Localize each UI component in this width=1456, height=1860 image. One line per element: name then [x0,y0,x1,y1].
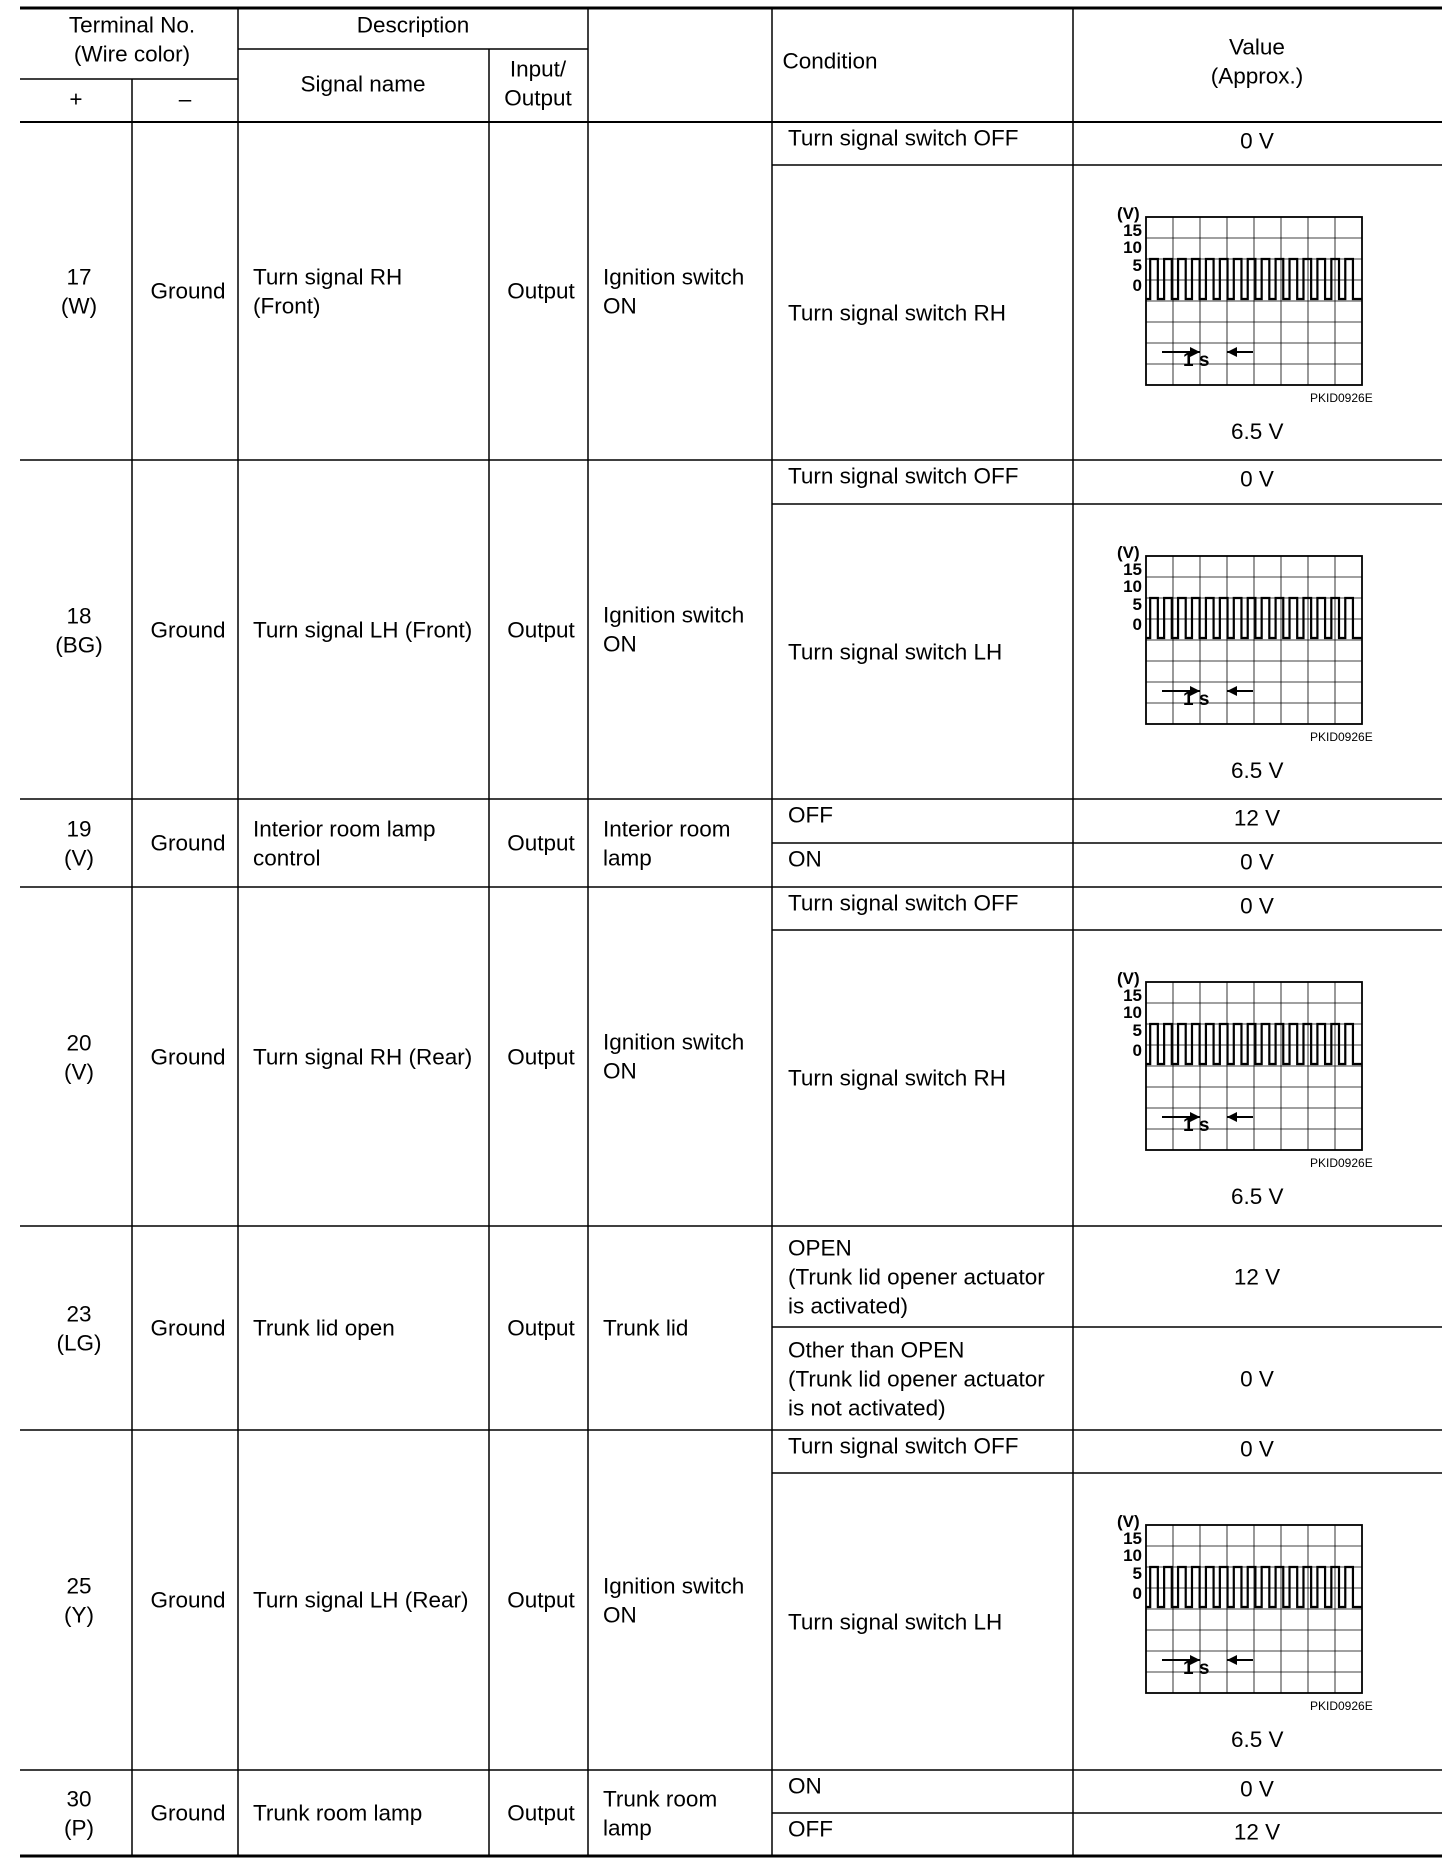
signal-name: Turn signal LH (Front) [253,617,473,642]
figure-code: PKID0926E [1310,730,1373,744]
signal-name: Turn signal LH (Rear) [253,1587,469,1613]
header-terminal: Terminal No. [68,12,196,38]
condition-text: Turn signal switch LH [788,639,1003,664]
wire-color: (V) [64,1059,94,1084]
scope-tick-label: 10 [1123,238,1142,257]
scope-tick-label: 15 [1123,1529,1142,1548]
main-condition: Ignition switch [603,264,745,289]
scope-tick-label: 10 [1123,1003,1142,1022]
condition-text: ON [788,1773,822,1798]
terminal-number: 20 [66,1030,92,1055]
condition-text: Turn signal switch LH [788,1609,1003,1634]
time-span-label: 1 s [1183,689,1210,710]
wire-color: (Y) [64,1602,94,1628]
span-arrow-head [1227,1655,1237,1665]
span-arrow-head [1227,347,1237,357]
main-condition: ON [603,1058,637,1084]
scope-tick-label: 5 [1132,595,1142,614]
terminal-number: 30 [66,1786,92,1812]
waveform-graph [1110,204,1400,444]
value-text: 0 V [1240,849,1274,875]
signal-name: Trunk room lamp [253,1800,423,1826]
signal-name: control [253,845,321,870]
main-condition: ON [603,1602,637,1627]
condition-text: (Trunk lid opener actuator [788,1264,1045,1289]
value-text: 0 V [1240,1366,1274,1391]
scope-unit-label: (V) [1117,969,1140,988]
scope-tick-label: 0 [1132,1041,1142,1060]
value-text: 12 V [1233,1819,1281,1844]
figure-code: PKID0926E [1310,1156,1373,1170]
condition-text: OPEN [788,1235,852,1260]
condition-text: Turn signal switch RH [788,1065,1006,1091]
waveform-graph [1110,1512,1400,1752]
condition-text: OFF [788,802,833,828]
time-span-label: 1 s [1183,1115,1210,1136]
scope-unit-label: (V) [1117,1512,1140,1531]
ground-label: Ground [150,1044,226,1069]
condition-text: Turn signal switch OFF [788,1433,1019,1458]
ground-label: Ground [150,1315,226,1341]
span-arrow-head [1227,1112,1237,1122]
scope-tick-label: 0 [1132,276,1142,295]
scope-tick-label: 10 [1123,577,1142,596]
input-output: Output [507,830,575,856]
terminal-number: 17 [66,264,92,290]
condition-text: Turn signal switch OFF [788,890,1019,915]
scope-tick-label: 0 [1132,1584,1142,1603]
value-text: 0 V [1240,1776,1274,1801]
scope-unit-label: (V) [1117,204,1140,223]
oscilloscope-plot [1110,1513,1400,1713]
header-description: Description [356,12,470,38]
scope-tick-label: 0 [1132,615,1142,634]
time-span-label: 1 s [1183,1658,1210,1679]
span-arrow-head [1227,686,1237,696]
scope-tick-label: 10 [1123,1546,1142,1565]
waveform-value: 6.5 V [1231,758,1284,783]
terminal-number: 18 [66,603,92,628]
signal-name: Turn signal RH (Rear) [253,1044,473,1069]
scope-tick-label: 15 [1123,221,1142,240]
terminal-number: 19 [66,816,92,842]
main-condition: ON [603,293,637,318]
scope-tick-label: 5 [1132,256,1142,275]
condition-text: Turn signal switch OFF [788,463,1019,489]
input-output: Output [507,1315,575,1341]
header-minus: – [178,86,192,112]
value-text: 12 V [1233,1264,1281,1289]
wire-color: (V) [64,845,94,871]
value-text: 0 V [1240,128,1274,153]
condition-text: is not activated) [788,1395,946,1420]
wire-color: (BG) [55,632,103,657]
waveform-value: 6.5 V [1231,1727,1284,1752]
waveform-value: 6.5 V [1231,1184,1284,1209]
ground-label: Ground [150,617,226,642]
main-condition: ON [603,631,637,657]
scope-tick-label: 15 [1123,560,1142,579]
main-condition: Ignition switch [603,1029,745,1055]
input-output: Output [507,617,575,642]
terminal-number: 23 [66,1301,92,1327]
waveform-graph [1110,969,1400,1209]
time-span-label: 1 s [1183,350,1210,371]
waveform-value: 6.5 V [1231,419,1284,444]
input-output: Output [507,278,575,304]
main-condition: lamp [603,1815,652,1840]
ground-label: Ground [150,1800,226,1826]
main-condition: Trunk room [603,1786,718,1811]
header-value: Value [1229,34,1285,60]
main-condition: Ignition switch [603,602,745,628]
header-wire-color: (Wire color) [73,41,191,67]
header-value-approx: (Approx.) [1210,63,1304,89]
condition-text: Turn signal switch OFF [788,125,1019,150]
input-output: Output [507,1587,575,1613]
value-text: 0 V [1240,1436,1274,1461]
condition-text: (Trunk lid opener actuator [788,1366,1045,1391]
figure-code: PKID0926E [1310,391,1373,405]
condition-text: OFF [788,1816,833,1841]
input-output: Output [507,1800,575,1826]
scope-tick-label: 15 [1123,986,1142,1005]
waveform-graph [1110,543,1400,783]
oscilloscope-plot [1110,205,1400,405]
figure-code: PKID0926E [1310,1699,1373,1713]
value-text: 0 V [1240,893,1274,918]
scope-tick-label: 5 [1132,1564,1142,1583]
condition-text: Other than OPEN [788,1337,965,1362]
signal-name: (Front) [253,293,321,318]
main-condition: Interior room [603,816,731,841]
header-condition: Condition [782,48,878,74]
main-condition: lamp [603,845,652,870]
header-input-output: Input/ [509,56,567,82]
ground-label: Ground [150,1587,226,1613]
condition-text: is activated) [788,1293,909,1318]
header-plus: + [69,86,83,112]
oscilloscope-plot [1110,970,1400,1170]
signal-name: Interior room lamp [253,816,436,841]
wire-color: (W) [60,293,98,319]
signal-name: Trunk lid open [253,1315,395,1341]
header-input-output: Output [504,85,572,111]
condition-text: Turn signal switch RH [788,300,1006,325]
header-signal-name: Signal name [300,71,426,97]
value-text: 0 V [1240,466,1274,492]
signal-name: Turn signal RH [253,264,403,289]
wire-color: (P) [64,1815,94,1841]
main-condition: Trunk lid [603,1315,689,1341]
ground-label: Ground [150,830,226,856]
oscilloscope-plot [1110,544,1400,744]
condition-text: ON [788,846,822,872]
scope-tick-label: 5 [1132,1021,1142,1040]
value-text: 12 V [1233,805,1281,831]
ground-label: Ground [150,278,226,304]
terminal-number: 25 [66,1573,92,1599]
main-condition: Ignition switch [603,1573,745,1598]
wire-color: (LG) [56,1330,102,1356]
input-output: Output [507,1044,575,1069]
scope-unit-label: (V) [1117,543,1140,562]
